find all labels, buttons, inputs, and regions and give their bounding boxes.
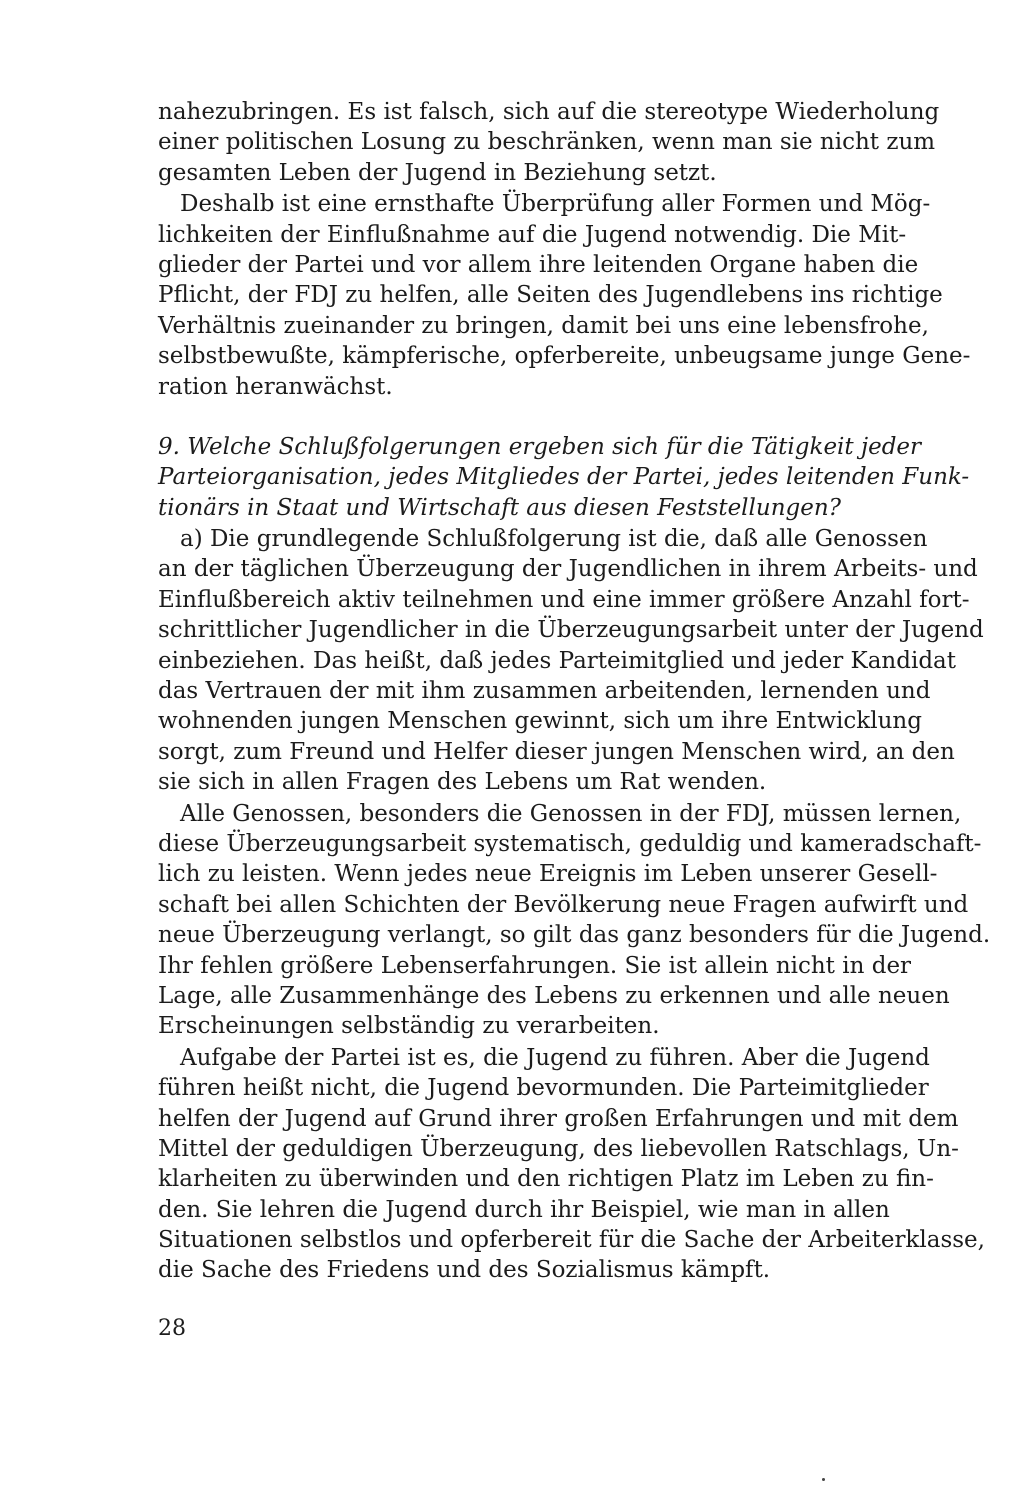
text-line: wohnenden jungen Menschen gewinnt, sich um ihre Entwicklung [158, 708, 922, 735]
text-line: Erscheinungen selbständig zu verarbeiten. [158, 1013, 660, 1040]
print-speck [822, 1478, 825, 1481]
text-line: schaft bei allen Schichten der Bevölkerung neue Fragen aufwirft und [158, 891, 969, 918]
text-line: Situationen selbstlos und opferbereit für die Sache der Arbeiterklasse, [158, 1227, 985, 1254]
text-line: an der täglichen Überzeugung der Jugendlichen in ihrem Arbeits- und [158, 556, 978, 583]
paragraph [158, 799, 991, 1042]
text-line: führen heißt nicht, die Jugend bevormunden. Die Parteimitglieder [158, 1075, 929, 1102]
section-heading [158, 432, 970, 523]
text-line: gesamten Leben der Jugend in Beziehung setzt. [158, 159, 717, 186]
text-line: sorgt, zum Freund und Helfer dieser jungen Menschen wird, an den [158, 738, 955, 765]
text-line: ration heranwächst. [158, 373, 393, 400]
text-line: lichkeiten der Einflußnahme auf die Jugend notwendig. Die Mit- [158, 221, 907, 248]
text-line: a) Die grundlegende Schlußfolgerung ist die, daß alle Genossen [180, 526, 928, 553]
text-line: helfen der Jugend auf Grund ihrer großen Erfahrungen und mit dem [158, 1105, 959, 1132]
paragraph [158, 524, 984, 798]
paragraph [158, 189, 971, 402]
text-line: sie sich in allen Fragen des Lebens um Rat wenden. [158, 769, 767, 796]
text-line: Ihr fehlen größere Lebenserfahrungen. Sie ist allein nicht in der [158, 952, 912, 979]
text-line: Verhältnis zueinander zu bringen, damit bei uns eine lebensfrohe, [158, 312, 929, 339]
text-line: einer politischen Losung zu beschränken, wenn man sie nicht zum [158, 129, 936, 156]
page-number: 28 [158, 1316, 186, 1341]
text-line: Parteiorganisation, jedes Mitgliedes der Partei, jedes leitenden Funk- [158, 464, 970, 491]
text-line: neue Überzeugung verlangt, so gilt das ganz besonders für die Jugend. [158, 922, 991, 949]
text-line: Deshalb ist eine ernsthafte Überprüfung aller Formen und Mög- [180, 191, 931, 218]
text-line: Aufgabe der Partei ist es, die Jugend zu führen. Aber die Jugend [180, 1044, 930, 1071]
text-line: Pflicht, der FDJ zu helfen, alle Seiten des Jugendlebens ins richtige [158, 282, 943, 309]
text-line: 9. Welche Schlußfolgerungen ergeben sich für die Tätigkeit jeder [158, 433, 922, 460]
text-line: einbeziehen. Das heißt, daß jedes Parteimitglied und jeder Kandidat [158, 647, 956, 674]
text-line: die Sache des Friedens und des Sozialismus kämpft. [158, 1257, 771, 1284]
text-line: selbstbewußte, kämpferische, opferbereite, unbeugsame junge Gene- [158, 343, 971, 370]
text-line: Lage, alle Zusammenhänge des Lebens zu erkennen und alle neuen [158, 982, 950, 1009]
text-line: klarheiten zu überwinden und den richtigen Platz im Leben zu fin- [158, 1166, 934, 1193]
text-line: den. Sie lehren die Jugend durch ihr Beispiel, wie man in allen [158, 1196, 890, 1223]
page-body [158, 97, 991, 1286]
paragraph [158, 97, 940, 188]
text-line: schrittlicher Jugendlicher in die Überzeugungsarbeit unter der Jugend [158, 617, 984, 644]
text-line: diese Überzeugungsarbeit systematisch, geduldig und kameradschaft- [158, 830, 982, 857]
text-line: Einflußbereich aktiv teilnehmen und eine immer größere Anzahl fort- [158, 586, 970, 613]
text-line: nahezubringen. Es ist falsch, sich auf die stereotype Wiederholung [158, 99, 940, 125]
paragraph [158, 1043, 985, 1286]
text-line: Alle Genossen, besonders die Genossen in der FDJ, müssen lernen, [180, 800, 962, 827]
text-line: Mittel der geduldigen Überzeugung, des liebevollen Ratschlags, Un- [158, 1135, 959, 1162]
text-line: glieder der Partei und vor allem ihre leitenden Organe haben die [158, 251, 919, 278]
text-line: lich zu leisten. Wenn jedes neue Ereignis im Leben unserer Gesell- [158, 861, 938, 888]
text-line: tionärs in Staat und Wirtschaft aus diesen Feststellungen? [158, 494, 842, 521]
text-line: das Vertrauen der mit ihm zusammen arbeitenden, lernenden und [158, 678, 931, 705]
